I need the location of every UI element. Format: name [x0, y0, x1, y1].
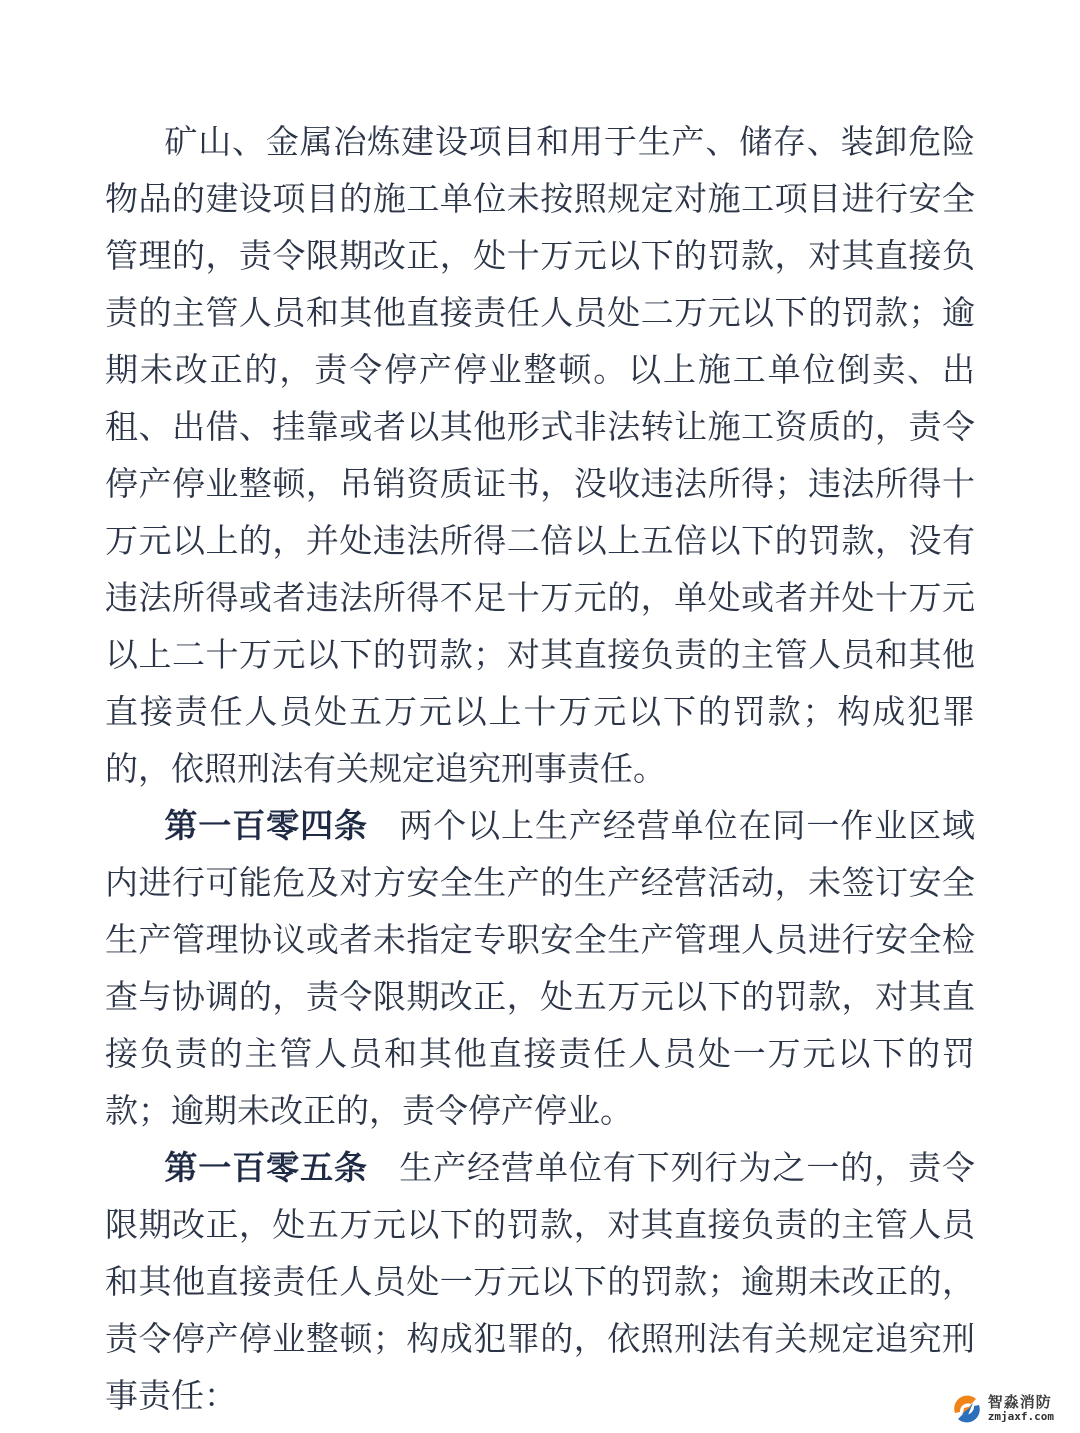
- legal-paragraph: [105, 797, 975, 1139]
- article-number: 第一百零五条: [164, 1149, 368, 1186]
- legal-paragraph: [105, 1139, 975, 1424]
- article-text: 生产经营单位有下列行为之一的，责令限期改正，处五万元以下的罚款，对其直接负责的主管人员和其他直接责任人员处一万元以下的罚款；逾期未改正的，责令停产停业整顿；构成犯罪的，依照刑法有关规定追究刑事责任：: [105, 1148, 976, 1415]
- brand-name: 智淼消防: [987, 1394, 1052, 1412]
- brand-domain: zmjaxf.com: [987, 1410, 1054, 1424]
- article-text: 两个以上生产经营单位在同一作业区域内进行可能危及对方安全生产的生产经营活动，未签订安全生产管理协议或者未指定专职安全生产管理人员进行安全检查与协调的，责令限期改正，处五万元以下的罚款，对其直接负责的主管人员和其他直接责任人员处一万元以下的罚款；逾期未改正的，责令停产停业。: [105, 806, 976, 1130]
- legal-paragraph: [105, 113, 975, 797]
- article-text: 矿山、金属冶炼建设项目和用于生产、储存、装卸危险物品的建设项目的施工单位未按照规定对施工项目进行安全管理的，责令限期改正，处十万元以下的罚款，对其直接负责的主管人员和其他直接责任人员处二万元以下的罚款；逾期未改正的，责令停产停业整顿。以上施工单位倒卖、出租、出借、挂靠或者以其他形式非法转让施工资质的，责令停产停业整顿，吊销资质证书，没收违法所得；违法所得十万元以上的，并处违法所得二倍以上五倍以下的罚款，没有违法所得或者违法所得不足十万元的，单处或者并处十万元以上二十万元以下的罚款；对其直接负责的主管人员和其他直接责任人员处五万元以上十万元以下的罚款；构成犯罪的，依照刑法有关规定追究刑事责任。: [105, 122, 975, 788]
- article-number: 第一百零四条: [164, 807, 368, 844]
- brand-logo-icon: [951, 1393, 983, 1425]
- brand-watermark-text: [988, 1395, 1054, 1422]
- brand-watermark: [951, 1393, 1054, 1425]
